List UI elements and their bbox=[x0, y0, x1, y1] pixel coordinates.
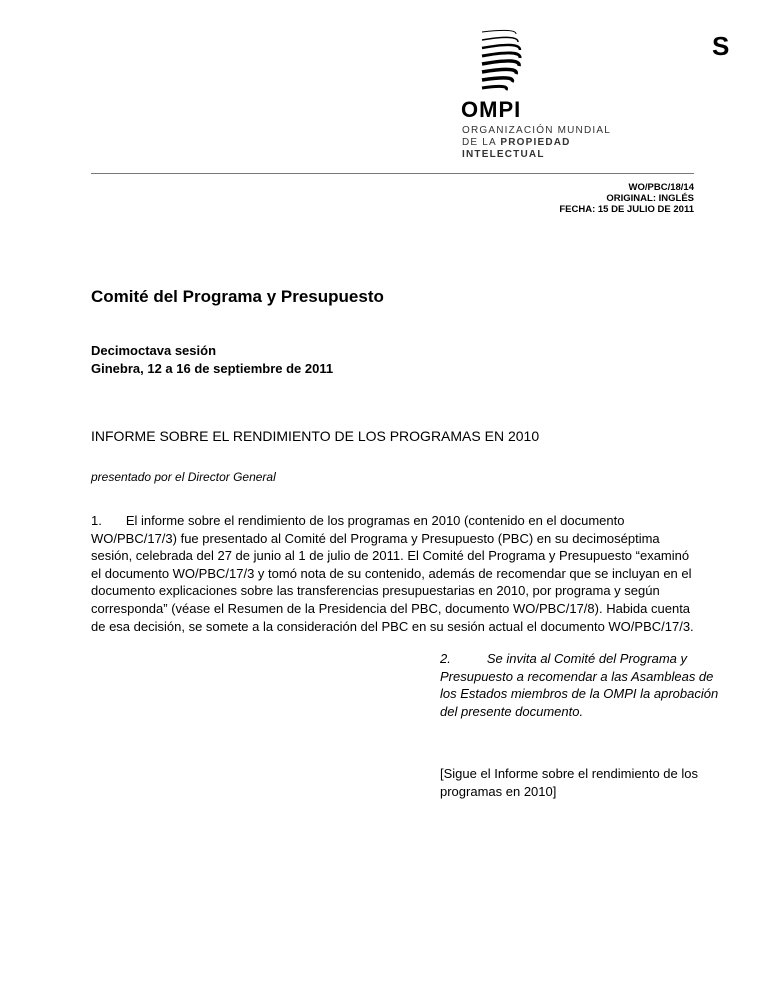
paragraph-text: El informe sobre el rendimiento de los programas en 2010 (contenido en el documento WO/PBC/17/3) fue presentado al Comité del Programa y Presupuesto (PBC) en su decimoséptima sesión, celebrada del 27 de junio al 1 de julio de 2011. El Comité del Programa y Presupuesto “examinó el documento WO/PBC/17/3 y tomó nota de su contenido, además de recomendar que se incluyan en el documento explicaciones sobre las transferencias presupuestarias en 2010, por programa y según corresponda” (véase el Resumen de la Presidencia del PBC, documento WO/PBC/17/8). Habida cuenta de esa decisión, se somete a la consideración del PBC en su sesión actual el documento WO/PBC/17/3. bbox=[91, 513, 694, 634]
follow-note: [Sigue el Informe sobre el rendimiento de los programas en 2010] bbox=[440, 766, 698, 799]
document-date: FECHA: 15 DE JULIO DE 2011 bbox=[559, 204, 694, 215]
session-name: Decimoctava sesión bbox=[91, 343, 217, 358]
logo-name-line: INTELECTUAL bbox=[462, 149, 545, 160]
paragraph-text: Se invita al Comité del Programa y Presupuesto a recomendar a las Asambleas de los Estados miembros de la OMPI la aprobación del presente documento. bbox=[440, 651, 719, 719]
logo-acronym: OMPI bbox=[461, 97, 522, 122]
logo-name-part: PROPIEDAD bbox=[500, 137, 571, 148]
language-code: S bbox=[712, 31, 730, 61]
logo-name-line: ORGANIZACIÓN MUNDIAL bbox=[462, 125, 612, 136]
header-divider bbox=[91, 173, 694, 174]
committee-title: Comité del Programa y Presupuesto bbox=[91, 287, 384, 306]
document-metadata bbox=[559, 182, 694, 215]
paragraph-1 bbox=[91, 512, 701, 635]
original-language: ORIGINAL: INGLÉS bbox=[606, 193, 694, 204]
document-symbol: WO/PBC/18/14 bbox=[628, 182, 694, 193]
report-title: INFORME SOBRE EL RENDIMIENTO DE LOS PROGRAMAS EN 2010 bbox=[91, 428, 540, 444]
paragraph-number: 2. bbox=[440, 651, 451, 666]
paragraph-number: 1. bbox=[91, 513, 102, 528]
logo-name-line bbox=[462, 137, 571, 148]
presented-by: presentado por el Director General bbox=[91, 470, 276, 484]
decision-paragraph bbox=[440, 650, 720, 720]
session-place-dates: Ginebra, 12 a 16 de septiembre de 2011 bbox=[91, 361, 334, 376]
wipo-globe-logo-icon bbox=[476, 24, 526, 96]
logo-name-part: DE LA bbox=[462, 137, 497, 148]
